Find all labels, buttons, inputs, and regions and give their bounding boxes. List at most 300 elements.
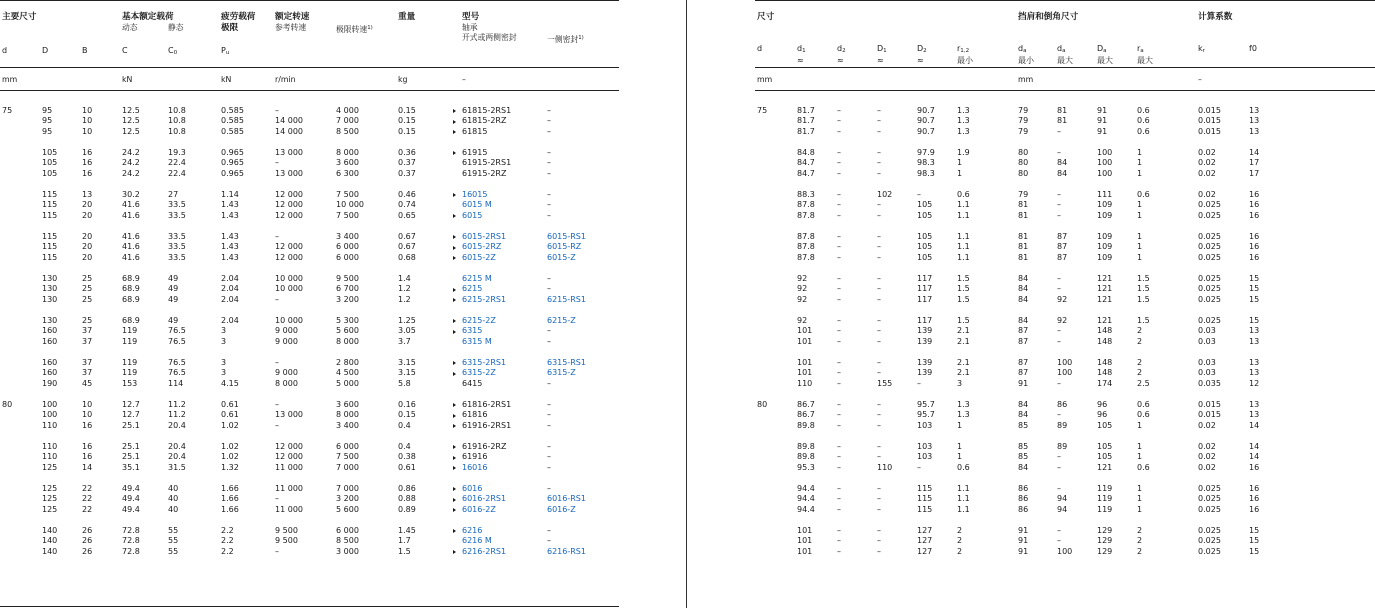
cell-D: 190 [42,378,58,388]
cell-r12: 0.6 [957,190,970,199]
left-col-one-side [547,190,551,221]
right-col-da-max [1057,316,1067,347]
cell-C: 41.6 [122,232,140,241]
cell-da-max: – [1057,378,1061,388]
cell-C0: 27 [168,190,179,199]
symbol-ra-max: ra 最大 [1137,44,1153,65]
symbol-kr: kr [1198,44,1205,54]
right-col-D1 [877,232,881,263]
cell-da-min: 80 [1018,158,1029,168]
cell-D1: 155 [877,378,893,388]
cell-Pu: 2.2 [221,526,234,535]
cell-C0: 55 [168,526,179,535]
cell-D: 130 [42,316,58,325]
cell-lim: 3 600 [336,400,359,409]
bearing-designation[interactable] [462,190,492,200]
right-col-ra [1137,274,1150,305]
cell-da-min: 85 [1018,452,1029,462]
cell-Pu: 2.2 [221,536,234,546]
left-col-C0 [168,484,178,515]
unit-r-dash: – [1198,75,1202,84]
right-col-f0 [1249,106,1259,137]
cell-C0: 11.2 [168,400,186,409]
bearing-designation-text: 61816 [462,410,488,420]
cell-C: 68.9 [122,274,140,283]
cell-mass: 3.15 [398,368,416,378]
cell-C: 12.7 [122,410,140,420]
cell-D1: – [877,358,881,367]
cell-Pu: 0.965 [221,168,244,178]
left-col-designation [462,484,506,515]
cell-r12: 1.3 [957,126,970,136]
bearing-designation[interactable] [462,494,506,504]
right-col-r12 [957,274,970,305]
bearing-designation[interactable] [462,368,506,378]
cell-d: 80 [2,400,13,409]
cell-C: 153 [122,378,138,388]
cell-Da: 100 [1097,148,1113,157]
cell-C: 35.1 [122,462,140,472]
bearing-designation-text: 6016 [462,484,483,493]
one-side-designation[interactable]: 6016-Z [547,504,576,514]
symbol-f0: f0 [1249,44,1257,53]
cell-C: 49.4 [122,494,140,504]
cell-lim: 7 000 [336,462,359,472]
header-limiting-speed: 极限转速$^{1)}$ [336,25,373,34]
marker-triangle-icon [453,330,456,334]
cell-mass: 0.37 [398,168,416,178]
header-bearing: 轴承 [462,23,478,32]
one-side-designation: – [547,484,551,493]
left-col-lim [336,442,359,473]
left-col-ref [275,106,303,137]
right-col-r12 [957,358,970,389]
cell-d2: – [837,442,841,451]
bearing-designation-text: 6315-2RS1 [462,358,507,367]
cell-D1: – [877,326,881,336]
cell-r12: 1 [957,442,963,451]
cell-d1: 84.8 [797,148,815,157]
cell-ref: 12 000 [275,190,303,199]
cell-ra: 2.5 [1137,378,1150,388]
header-mass: 重量 [398,12,416,22]
bearing-designation[interactable] [462,232,506,242]
marker-triangle-icon [453,246,456,250]
cell-C0: 33.5 [168,232,186,241]
cell-lim: 5 600 [336,326,359,336]
right-col-D1 [877,316,881,347]
cell-d2: – [837,294,841,304]
bearing-designation[interactable] [462,211,492,221]
cell-r12: 1.1 [957,494,970,504]
cell-B: 26 [82,526,93,535]
unit-designation-dash: – [462,75,466,84]
cell-mass: 0.38 [398,452,416,462]
cell-ra: 0.6 [1137,400,1150,409]
cell-C: 68.9 [122,284,140,294]
left-col-C [122,190,140,221]
right-col-kr [1198,526,1221,557]
cell-Da: 121 [1097,462,1113,472]
unit-rpm: r/min [275,75,296,84]
right-col-Da [1097,316,1112,347]
cell-Pu: 3 [221,336,227,346]
cell-D2: 139 [917,336,933,346]
left-col-mass [398,148,416,179]
right-col-da-max [1057,484,1067,515]
cell-lim: 6 000 [336,442,359,451]
bearing-designation[interactable] [462,200,492,210]
right-col-d2 [837,442,841,473]
right-col-d1 [797,442,815,473]
cell-D2: 127 [917,526,933,535]
cell-Pu: 1.43 [221,200,239,210]
cell-d1: 89.8 [797,452,815,462]
right-col-D2 [917,400,935,431]
cell-mass: 1.45 [398,526,416,535]
cell-d2: – [837,400,841,409]
right-col-D1 [877,526,881,557]
right-col-r12 [957,400,970,431]
right-col-Da [1097,358,1112,389]
right-col-da-max [1057,106,1067,137]
cell-C0: 76.5 [168,358,186,367]
cell-D2: 115 [917,484,933,493]
left-col-C0 [168,400,186,431]
right-col-da-min [1018,400,1028,431]
cell-D: 95 [42,106,53,115]
cell-da-max: – [1057,326,1061,336]
cell-r12: 1.3 [957,116,970,126]
left-col-C [122,316,140,347]
cell-kr: 0.025 [1198,232,1221,241]
bearing-designation-text: 6015-2RS1 [462,232,507,241]
cell-ra: 1.5 [1137,294,1150,304]
cell-C0: 10.8 [168,126,186,136]
cell-da-max: 81 [1057,116,1068,126]
one-side-designation[interactable]: 6016-RS1 [547,494,586,504]
cell-Pu: 2.04 [221,274,239,283]
cell-kr: 0.025 [1198,210,1221,220]
cell-kr: 0.025 [1198,294,1221,304]
right-col-f0 [1249,190,1259,221]
cell-d1: 89.8 [797,442,815,451]
marker-triangle-icon [453,508,456,512]
cell-C: 41.6 [122,242,140,252]
right-col-D2 [917,190,932,221]
one-side-designation[interactable]: 6215-Z [547,316,576,325]
cell-C: 24.2 [122,158,140,168]
one-side-designation[interactable]: 6315-RS1 [547,358,586,367]
right-col-D1 [877,190,892,221]
one-side-designation[interactable]: 6216-RS1 [547,546,586,556]
cell-ra: 1 [1137,148,1143,157]
cell-B: 10 [82,126,93,136]
cell-B: 25 [82,316,93,325]
left-col-lim [336,148,359,179]
cell-f0: 15 [1249,536,1260,546]
cell-D1: – [877,294,881,304]
left-col-ref [275,274,303,305]
right-col-D2 [917,148,935,179]
cell-lim: 2 800 [336,358,359,367]
bearing-designation[interactable] [462,274,506,284]
left-col-ref [275,148,303,179]
right-col-Da [1097,190,1112,221]
cell-kr: 0.035 [1198,378,1221,388]
right-col-d2 [837,190,841,221]
cell-D2: 105 [917,242,933,252]
cell-Da: 174 [1097,378,1113,388]
left-col-mass [398,316,416,347]
cell-C0: 40 [168,504,179,514]
cell-mass: 1.5 [398,546,411,556]
cell-f0: 14 [1249,452,1260,462]
cell-Pu: 0.965 [221,158,244,168]
bearing-designation[interactable] [462,358,506,368]
cell-f0: 13 [1249,400,1260,409]
cell-r12: 1 [957,420,963,430]
cell-d1: 87.8 [797,242,815,252]
right-col-d [757,106,767,137]
cell-Pu: 3 [221,358,227,367]
left-col-C [122,526,140,557]
bearing-designation [462,116,511,126]
cell-C: 72.8 [122,526,140,535]
right-col-kr [1198,400,1221,431]
bearing-designation [462,148,511,158]
cell-C0: 114 [168,378,184,388]
bearing-designation [462,421,511,431]
cell-mass: 0.74 [398,200,416,210]
cell-kr: 0.025 [1198,536,1221,546]
header-abutment: 挡肩和倒角尺寸 [1018,12,1079,22]
cell-C: 25.1 [122,442,140,451]
cell-d: 75 [757,106,768,115]
bearing-designation[interactable] [462,505,506,515]
right-col-d2 [837,484,841,515]
cell-Da: 96 [1097,400,1108,409]
cell-f0: 13 [1249,368,1260,378]
cell-B: 22 [82,504,93,514]
cell-da-min: 85 [1018,420,1029,430]
cell-f0: 13 [1249,106,1260,115]
cell-da-max: – [1057,462,1061,472]
cell-B: 37 [82,358,93,367]
one-side-designation[interactable]: 6315-Z [547,368,576,378]
bearing-designation[interactable] [462,242,506,252]
one-side-designation: – [547,168,551,178]
unit-kn-fatigue: kN [221,75,232,84]
cell-D2: 105 [917,232,933,241]
right-col-da-min [1018,316,1028,347]
left-body-rule [0,90,619,91]
cell-d1: 94.4 [797,484,815,493]
one-side-designation[interactable]: 6015-RS1 [547,232,586,241]
cell-r12: 2.1 [957,368,970,378]
bearing-designation[interactable] [462,484,506,494]
right-col-Da [1097,232,1112,263]
cell-Da: 105 [1097,420,1113,430]
cell-Da: 148 [1097,326,1113,336]
bearing-designation[interactable] [462,316,496,326]
cell-lim: 6 000 [336,242,359,252]
one-side-designation[interactable]: 6015-RZ [547,242,582,252]
bearing-designation[interactable] [462,337,496,347]
cell-Pu: 1.66 [221,484,239,493]
right-col-da-min [1018,526,1028,557]
cell-d [2,421,12,431]
bearing-designation[interactable] [462,526,506,536]
right-col-D2 [917,316,932,347]
cell-B: 10 [82,400,93,409]
one-side-designation[interactable]: 6015-Z [547,252,576,262]
bearing-designation[interactable] [462,284,506,294]
cell-mass: 1.25 [398,316,416,325]
cell-da-max: – [1057,484,1061,493]
cell-D1: – [877,452,881,462]
right-col-kr [1198,484,1221,515]
cell-f0: 14 [1249,148,1260,157]
cell-B: 20 [82,252,93,262]
cell-C: 119 [122,358,138,367]
cell-Pu: 3 [221,368,227,378]
cell-D2: 95.7 [917,400,935,409]
cell-C0: 10.8 [168,106,186,115]
cell-f0: 13 [1249,336,1260,346]
cell-B: 16 [82,158,93,168]
bearing-designation[interactable] [462,463,506,473]
cell-mass: 3.7 [398,336,411,346]
cell-r12: 1.1 [957,504,970,514]
cell-kr: 0.025 [1198,274,1221,283]
cell-C0: 31.5 [168,462,186,472]
cell-r12: 1.3 [957,410,970,420]
cell-d1: 101 [797,546,813,556]
cell-ra: 2 [1137,326,1143,336]
cell-lim: 8 500 [336,536,359,546]
cell-d1: 87.8 [797,252,815,262]
one-side-designation: – [547,420,551,430]
cell-kr: 0.025 [1198,526,1221,535]
cell-B: 20 [82,210,93,220]
cell-Da: 109 [1097,210,1113,220]
cell-r12: 2.1 [957,326,970,336]
cell-f0: 16 [1249,232,1260,241]
right-col-ra [1137,148,1142,179]
right-col-ra [1137,106,1150,137]
one-side-designation: – [547,462,551,472]
cell-mass: 0.37 [398,158,416,168]
cell-D1: – [877,526,881,535]
bearing-designation-text: 6415 [462,378,483,388]
cell-da-max: 84 [1057,158,1068,168]
cell-da-max: – [1057,126,1061,136]
cell-ra: 1.5 [1137,316,1150,325]
right-col-D2 [917,526,932,557]
cell-B: 26 [82,536,93,546]
right-col-ra [1137,190,1150,221]
bearing-designation[interactable] [462,547,506,557]
cell-Pu: 0.61 [221,400,239,409]
cell-C0: 20.4 [168,442,186,451]
cell-Pu: 2.04 [221,284,239,294]
cell-d2: – [837,326,841,336]
cell-Pu: 1.43 [221,252,239,262]
cell-kr: 0.015 [1198,410,1221,420]
cell-Pu: 2.04 [221,316,239,325]
cell-D2: 117 [917,294,933,304]
symbol-D1: D1 ≈ [877,44,887,65]
cell-f0: 16 [1249,462,1260,472]
left-col-D [42,484,57,515]
cell-da-min: 86 [1018,504,1029,514]
left-col-C0 [168,274,178,305]
cell-ref: 13 000 [275,148,303,157]
unit-r-mm: mm [757,75,773,84]
right-col-da-min [1018,442,1028,473]
one-side-designation[interactable]: 6215-RS1 [547,294,586,304]
cell-d1: 92 [797,284,808,294]
cell-Da: 121 [1097,316,1113,325]
cell-da-min: 91 [1018,536,1029,546]
bearing-designation-text: 6216 M [462,536,492,546]
cell-Pu: 3 [221,326,227,336]
left-col-B [82,358,92,389]
cell-C: 119 [122,368,138,378]
right-col-f0 [1249,148,1259,179]
one-side-designation: – [547,526,551,535]
cell-D1: – [877,106,881,115]
cell-d1: 81.7 [797,126,815,136]
cell-f0: 14 [1249,442,1260,451]
bearing-designation[interactable] [462,295,506,305]
left-col-d [2,400,12,431]
one-side-designation: – [547,190,551,199]
cell-da-min: 84 [1018,462,1029,472]
one-side-designation: – [547,378,551,388]
right-col-d1 [797,526,812,557]
cell-kr: 0.02 [1198,462,1216,472]
cell-ref: 10 000 [275,274,303,283]
marker-triangle-icon [453,372,456,376]
cell-kr: 0.025 [1198,546,1221,556]
bearing-designation[interactable] [462,253,506,263]
cell-da-max: 92 [1057,294,1068,304]
right-col-r12 [957,526,962,557]
bearing-designation[interactable] [462,536,506,546]
bearing-designation[interactable] [462,326,496,336]
cell-D: 125 [42,494,58,504]
right-col-Da [1097,148,1112,179]
cell-d1: 88.3 [797,190,815,199]
right-col-ra [1137,400,1150,431]
cell-mass: 0.68 [398,252,416,262]
cell-d [757,421,767,431]
marker-triangle-icon [453,498,456,502]
cell-f0: 15 [1249,274,1260,283]
cell-kr: 0.025 [1198,200,1221,210]
cell-B: 26 [82,546,93,556]
marker-triangle-icon [453,214,456,218]
cell-lim: 8 500 [336,126,359,136]
cell-D1: – [877,168,881,178]
marker-triangle-icon [453,456,456,460]
cell-D1: – [877,536,881,546]
cell-da-min: 84 [1018,410,1029,420]
left-col-C0 [168,232,186,263]
cell-Da: 96 [1097,410,1108,420]
